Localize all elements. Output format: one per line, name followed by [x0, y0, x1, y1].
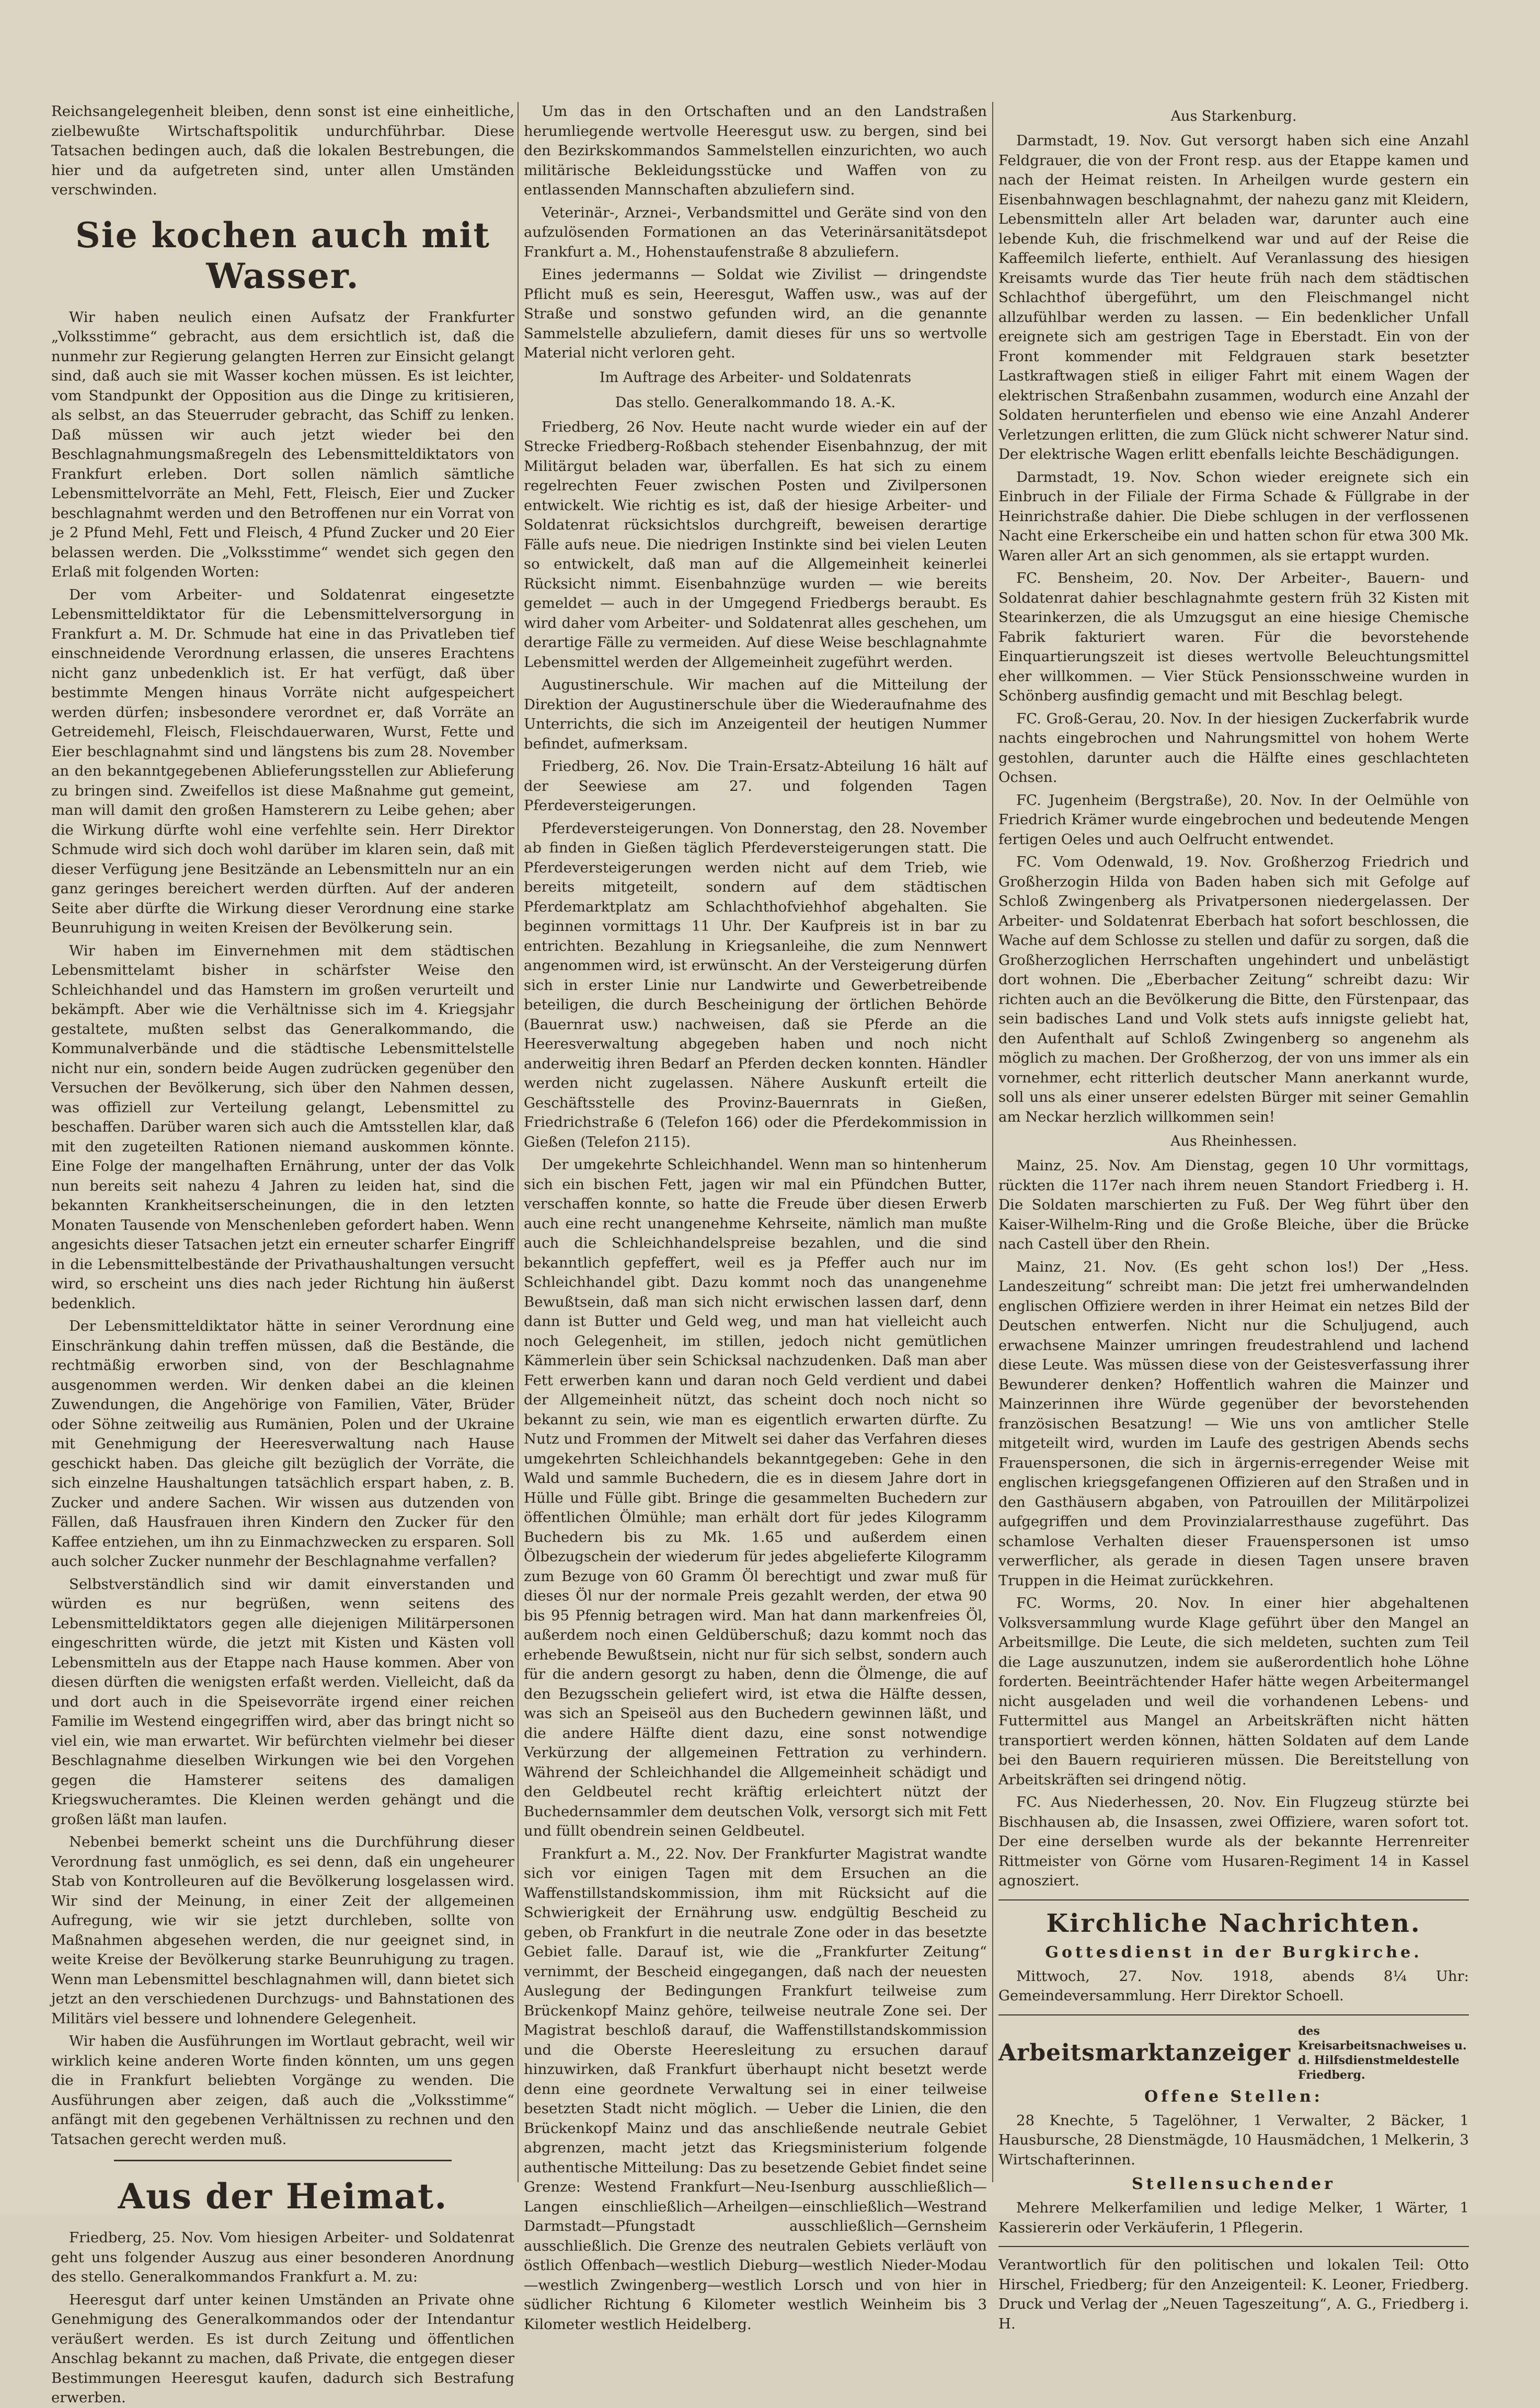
paragraph: Eines jedermanns — Soldat wie Zivilist — dringendste Pflicht muß es sein, Heeresgut, Waffen usw., was auf der Straße und sonstwo gefunden wird, an die genannte Sammelstelle abzuliefern, damit dieses für uns so wertvolle Material nicht verloren geht.	[524, 266, 987, 361]
divider	[998, 2014, 1469, 2015]
paragraph: FC. Jugenheim (Bergstraße), 20. Nov. In der Oelmühle von Friedrich Krämer wurde eingebrochen und bedeutende Mengen fertigen Oeles und auch Oelfrucht entwendet.	[998, 791, 1469, 848]
column-2	[524, 102, 987, 2333]
column-rule	[518, 102, 519, 2182]
column-3	[998, 102, 1469, 2332]
labor-market-subtitle: des Kreisarbeitsnachweises u. d. Hilfsdienstmeldestelle Friedberg.	[1298, 2024, 1467, 2082]
paragraph: Der vom Arbeiter- und Soldatenrat eingesetzte Lebensmitteldiktator für die Lebensmittelversorgung in Frankfurt a. M. Dr. Schmude hat eine in das Privatleben tief einschneidende Verordnung erlassen, die unseres Erachtens nicht ganz unbedenklich ist. Er hat verfügt, daß über bestimmte Mengen hinaus Vorräte nicht aufgespeichert werden dürfen; insbesondere verordnet er, daß Vorräte an Getreidemehl, Fleisch, Fleischdauerwaren, Wurst, Fette und Eier beschlagnahmt sind und längstens bis zum 28. November an den bekanntgegebenen Ablieferungsstellen zur Ablieferung zu bringen sind. Zweifellos ist diese Maßnahme gut gemeint, man will damit den großen Hamsterern zu Leibe gehen; aber die Wirkung dürfte wohl eine verfehlte sein. Herr Direktor Schmude wird sich doch wohl darüber im klaren sein, daß mit dieser Verfügung jene Besitzände an Lebensmitteln nur an ein ganz geringes bereichert werden dürften. Auf der anderen Seite aber dürfte die Wirkung dieser Verordnung eine starke Beunruhigung in weiten Kreisen der Bevölkerung sein.	[51, 586, 514, 936]
section-title: Aus Rheinhessen.	[1170, 1133, 1297, 1149]
labor-market-title: Arbeitsmarktanzeiger	[998, 2040, 1291, 2066]
paragraph: Wir haben im Einvernehmen mit dem städtischen Lebensmittelamt bisher in schärfster Weise den Schleichhandel und das Hamstern im großen verurteilt und bekämpft. Aber wie die Verhältnisse sich im 4. Kriegsjahr gestaltete, mußten selbst das Generalkommando, die Kommunalverbände und die städtische Lebensmittelstelle nicht nur ein, sondern beide Augen zudrücken gegenüber den Versuchen der Bevölkerung, sich über den Nahmen dessen, was offiziell zur Verteilung gelangt, Lebensmittel zu beschaffen. Darüber waren sich auch die Amtsstellen klar, daß mit den zugeteilten Rationen niemand auskommen könnte. Eine Folge der mangelhaften Ernährung, unter der das Volk nun bereits seit nahezu 4 Jahren zu leiden hat, sind die bekannten Krankheitserscheinungen, die in den letzten Monaten Tausende von Menschenleben gefordert haben. Wenn angesichts dieser Tatsachen jetzt ein erneuter scharfer Eingriff in die Lebensmittelbestände der Privathaushaltungen versucht wird, so erscheint uns dies nach jeder Richtung hin äußerst bedenklich.	[51, 942, 514, 1312]
column-1	[51, 102, 514, 2406]
divider	[114, 2160, 452, 2161]
column-rule	[992, 102, 993, 2182]
paragraph: FC. Worms, 20. Nov. In einer hier abgehaltenen Volksversammlung wurde Klage geführt über den Mangel an Arbeitsmillge. Die Leute, die sich meldeten, suchten zum Teil die Lage auszunutzen, indem sie außerordentlich hohe Löhne forderten. Beeinträchtender Hafer hätte wegen Arbeitermangel nicht ausgeladen und weil die vorhandenen Lebens- und Futtermittel aus Mangel an Arbeitskräften nicht hätten transportiert werden können, hätten Soldaten auf dem Lande bei den Bauern requirieren müssen. Die Bereitstellung von Arbeitskräften sei dringend nötig.	[998, 1595, 1469, 1788]
paragraph: Wir haben die Ausführungen im Wortlaut gebracht, weil wir wirklich keine anderen Worte finden könnten, um uns gegen die in Frankfurt beliebten Vorgänge zu wenden. Die Ausführungen aber zeigen, daß auch die „Volksstimme“ anfängt mit den gegebenen Verhältnissen zu rechnen und den Tatsachen gerecht werden muß.	[51, 2033, 514, 2148]
signature-line: Das stello. Generalkommando 18. A.-K.	[615, 394, 896, 411]
paragraph: Der Lebensmitteldiktator hätte in seiner Verordnung eine Einschränkung dahin treffen müssen, daß die Bestände, die rechtmäßig erworben sind, von der Beschlagnahme ausgenommen werden. Wir denken dabei an die kleinen Zuwendungen, die Angehörige von Familien, Väter, Brüder oder Söhne zeitweilig aus Rumänien, Polen und der Ukraine mit Genehmigung der Heeresverwaltung nach Hause geschickt haben. Das gleiche gilt bezüglich der Vorräte, die sich einzelne Haushaltungen tatsächlich erspart haben, z. B. Zucker und andere Sachen. Wir wissen aus dutzenden von Fällen, daß Hausfrauen ihren Kindern den Zucker für den Kaffee entziehen, um ihn zu Einmachzwecken zu ersparen. Soll auch solcher Zucker nunmehr der Beschlagnahme verfallen?	[51, 1318, 514, 1570]
paragraph: Friedberg, 25. Nov. Vom hiesigen Arbeiter- und Soldatenrat geht uns folgender Auszug aus einer besonderen Anordnung des stello. Generalkommandos Frankfurt a. M. zu:	[51, 2229, 514, 2285]
divider	[998, 2246, 1469, 2247]
paragraph: Wir haben neulich einen Aufsatz der Frankfurter „Volksstimme“ gebracht, aus dem ersichtlich ist, daß die nunmehr zur Regierung gelangten Herren zur Einsicht gelangt sind, daß auch sie mit Wasser kochen müssen. Es ist leichter, vom Standpunkt der Opposition aus die Dinge zu kritisieren, als selbst, an das Steuerruder gebracht, das Schiff zu lenken. Daß müssen wir auch jetzt wieder bei den Beschlagnahmungsmaßregeln des Lebensmitteldiktators von Frankfurt erleben. Dort sollen nämlich sämtliche Lebensmittelvorräte an Mehl, Fett, Fleisch, Eier und Zucker beschlagnahmt werden und den Betroffenen nur ein Vorrat von je 2 Pfund Mehl, Fett und Fleisch, 4 Pfund Zucker und 20 Eier belassen werden. Die „Volksstimme“ wendet sich gegen den Erlaß mit folgenden Worten:	[51, 308, 514, 580]
church-subheading: Gottesdienst in der Burgkirche.	[1045, 1943, 1422, 1962]
paragraph: Darmstadt, 19. Nov. Schon wieder ereignete sich ein Einbruch in der Filiale der Firma Schade & Füllgrabe in der Heinrichstraße dahier. Die Diebe schlugen in der verflossenen Nacht eine Erkerscheibe ein und hatten schon für etwa 300 Mk. Waren aller Art an sich genommen, als sie ertappt wurden.	[998, 468, 1469, 564]
section-title: Aus Starkenburg.	[1170, 108, 1297, 124]
paragraph: Mainz, 21. Nov. (Es geht schon los!) Der „Hess. Landeszeitung“ schreibt man: Die jetzt frei umherwandelnden englischen Offiziere werden in ihrer Heimat ein netzes Bild der Deutschen entwerfen. Nicht nur die Schuljugend, auch erwachsene Mainzer umringen freudestrahlend und lachend diese Leute. Was müssen diese von der Geistesverfassung ihrer Bewunderer denken? Hoffentlich wahren die Mainzer und Mainzerinnen ihre Würde gegenüber der bevorstehenden französischen Besatzung! — Wie uns von amtlicher Stelle mitgeteilt wird, wurden im Laufe des gestrigen Abends sechs Frauenspersonen, die sich in ärgernis-erregender Weise mit englischen kriegsgefangenen Offizieren auf den Straßen und in den Gasthäusern abgaben, von Patrouillen der Militärpolizei aufgegriffen und dem Provinzialarresthause zugeführt. Das schamlose Verhalten dieser Frauenspersonen ist umso verwerflicher, als gerade in diesen Tagen unsere braven Truppen in die Heimat zurückkehren.	[998, 1258, 1469, 1589]
paragraph: Friedberg, 26. Nov. Die Train-Ersatz-Abteilung 16 hält auf der Seewiese am 27. und folgenden Tagen Pferdeversteigerungen.	[524, 758, 987, 814]
paragraph: Mainz, 25. Nov. Am Dienstag, gegen 10 Uhr vormittags, rückten die 117er nach ihrem neuen Standort Friedberg i. H. Die Soldaten marschierten zu Fuß. Der Weg führt über den Kaiser-Wilhelm-Ring und die Große Bleiche, über die Brücke nach Castell über den Rhein.	[998, 1157, 1469, 1252]
paragraph: FC. Groß-Gerau, 20. Nov. In der hiesigen Zuckerfabrik wurde nachts eingebrochen und Nahrungsmittel von hohem Werte gestohlen, darunter auch die Hälfte eines geschlachteten Ochsen.	[998, 710, 1469, 786]
paragraph: Heeresgut darf unter keinen Umständen an Private ohne Genehmigung des Generalkommandos oder der Intendantur veräußert werden. Es ist durch Zeitung und öffentlichen Anschlag bekannt zu machen, daß Private, die entgegen dieser Bestimmungen Heeresgut kaufen, dadurch sich Bestrafung erwerben.	[51, 2291, 514, 2406]
signature-line: Im Auftrage des Arbeiter- und Soldatenrats	[599, 369, 912, 386]
paragraph: Der umgekehrte Schleichhandel. Wenn man so hintenherum sich ein bischen Fett, jagen wir mal ein Pfündchen Butter, verschaffen konnte, so hatte die Freude über diesen Erwerb auch eine recht unangenehme Kehrseite, nämlich man mußte auch die Schleichhandelspreise bezahlen, und die sind bekanntlich gepfeffert, weil es ja Pfeffer auch nur im Schleichhandel gibt. Dazu kommt noch das unangenehme Bewußtsein, daß man sich nicht erwischen lassen darf, denn dann ist Butter und Geld weg, und man hat vielleicht auch noch Gelegenheit, im stillen, jedoch nicht gemütlichen Kämmerlein über sein Schicksal nachzudenken. Daß man aber Fett erwerben kann und daran noch Geld verdient und dabei der Allgemeinheit nützt, das scheint doch noch nicht so bekannt zu sein, wie man es eigentlich erwarten dürfte. Zu Nutz und Frommen der Mitwelt sei daher das Verfahren dieses umgekehrten Schleichhandels bekanntgegeben: Gehe in den Wald und sammle Buchedern, die es in diesem Jahre dort in Hülle und Fülle gibt. Bringe die gesammelten Buchedern zur öffentlichen Ölmühle; man erhält dort für jedes Kilogramm Buchedern bis zu Mk. 1.65 und außerdem einen Ölbezugschein der wiederum für jedes abgelieferte Kilogramm zum Bezuge von 60 Gramm Öl berechtigt und zwar muß für dieses Öl nur der normale Preis gezahlt werden, der etwa 90 bis 95 Pfennig betragen wird. Man hat dann markenfreies Öl, außerdem noch einen Geldüberschuß; dazu kommt noch das erhebende Bewußtsein, nicht nur für sich selbst, sondern auch für die andern gesorgt zu haben, denn die Ölmenge, die auf den Bezugsschein geliefert wird, ist etwa die Hälfte dessen, was sich an Speiseöl aus den Buchedern gewinnen läßt, und die andere Hälfte dient dazu, eine sonst notwendige Verkürzung der allgemeinen Fettration zu verhindern. Während der Schleichhandel die Allgemeinheit schädigt und den Geldbeutel recht kräftig erleichtert nützt der Buchedernsammler dem deutschen Volk, versorgt sich mit Fett und füllt obendrein seinen Geldbeutel.	[524, 1156, 987, 1839]
paragraph: 28 Knechte, 5 Tagelöhner, 1 Verwalter, 2 Bäcker, 1 Hausbursche, 28 Dienstmägde, 10 Hausmädchen, 1 Melkerin, 3 Wirtschafterinnen.	[998, 2112, 1469, 2168]
paragraph: Darmstadt, 19. Nov. Gut versorgt haben sich eine Anzahl Feldgrauer, die von der Front resp. aus der Etappe kamen und nach der Heimat reisten. In Arheilgen wurde gestern ein Eisenbahnwagen beschlagnahmt, der nahezu ganz mit Kleidern, Lebensmitteln aller Art beladen war, darunter auch eine lebende Kuh, die frischmelkend war und auf der Reise die Kaffeemilch lieferte, enthielt. Auf Veranlassung des hiesigen Kreisamts wurde das Tier heute früh nach dem städtischen Schlachthof übergeführt, um den Fleischmangel nicht allzufühlbar werden zu lassen. — Ein bedenklicher Unfall ereignete sich am gestrigen Tage in Eberstadt. Ein von der Front kommender mit Feldgrauen stark besetzter Lastkraftwagen stieß in eiliger Fahrt mit einem Wagen der elektrischen Straßenbahn zusammen, wodurch eine Anzahl der Soldaten herunterfielen und ebenso wie eine Anzahl Anderer Verletzungen erlitten, die zum Glück nicht schwerer Natur sind. Der elektrische Wagen erlitt ebenfalls leichte Beschädigungen.	[998, 132, 1469, 463]
paragraph: Friedberg, 26 Nov. Heute nacht wurde wieder ein auf der Strecke Friedberg-Roßbach stehender Eisenbahnzug, der mit Militärgut beladen war, überfallen. Es hat sich zu einem regelrechten Feuer zwischen Posten und Zivilpersonen entwickelt. Wie richtig es ist, daß der hiesige Arbeiter- und Soldatenrat rücksichtslos durchgreift, beweisen derartige Fälle aufs neue. Die niedrigen Instinkte sind bei vielen Leuten so entwickelt, daß man auf die Allgemeinheit keinerlei Rücksicht nimmt. Eisenbahnzüge wurden — wie bereits gemeldet — auch in der Umgegend Friedbergs beraubt. Es wird daher vom Arbeiter- und Soldatenrat alles geschehen, um derartige Fälle zu vermeiden. Auf diese Weise beschlagnahmte Lebensmittel werden der Allgemeinheit zugeführt werden.	[524, 418, 987, 671]
divider	[998, 1899, 1469, 1900]
paragraph: Selbstverständlich sind wir damit einverstanden und würden es nur begrüßen, wenn seitens des Lebensmitteldiktators gegen alle diejenigen Militärpersonen eingeschritten würde, die jetzt mit Kisten und Kästen voll Lebensmitteln aus der Etappe nach Hause kommen. Aber von diesen dürften die wenigsten erfaßt werden. Vielleicht, daß da und dort auch in die Speisevorräte irgend einer reichen Familie im Westend eingegriffen wird, aber das bringt nicht so viel ein, wie man erwartet. Wir befürchten vielmehr bei dieser Beschlagnahme dieselben Wirkungen wie bei den Vorgehen gegen die Hamsterer seitens des damaligen Kriegswucheramtes. Die Kleinen werden gehängt und die großen läßt man laufen.	[51, 1575, 514, 1828]
intro-paragraph: Reichsangelegenheit bleiben, denn sonst ist eine einheitliche, zielbewußte Wirtschaftspolitik undurchführbar. Diese Tatsachen bedingen auch, daß die lokalen Bestrebungen, die hier und da aufgetreten sind, unter allen Umständen verschwinden.	[51, 103, 514, 198]
paragraph: FC. Aus Niederhessen, 20. Nov. Ein Flugzeug stürzte bei Bischhausen ab, die Insassen, zwei Offiziere, waren sofort tot. Der eine derselben wurde als der bekannte Herrenreiter Rittmeister von Görne vom Husaren-Regiment 14 in Kassel agnosziert.	[998, 1794, 1469, 1889]
paragraph: FC. Vom Odenwald, 19. Nov. Großherzog Friedrich und Großherzogin Hilda von Baden haben sich mit Gefolge auf Schloß Zwingenberg als Privatpersonen niedergelassen. Der Arbeiter- und Soldatenrat Eberbach hat sofort beschlossen, die Wache auf dem Schlosse zu stellen und dafür zu sorgen, daß die Großherzoglichen Herrschaften ungehindert und unbelästigt dort wohnen. Die „Eberbacher Zeitung“ schreibt dazu: Wir richten auch an die Bevölkerung die Bitte, den Fürstenpaar, das sein badisches Land und Volk stets aufs innigste geliebt hat, den Aufenthalt auf Schloß Zwingenberg so angenehm als möglich zu machen. Der Großherzog, der von uns immer als ein vornehmer, echt ritterlich deutscher Mann anerkannt wurde, soll uns als einer unserer edelsten Bürger mit seiner Gemahlin am Neckar herzlich willkommen sein!	[998, 854, 1469, 1125]
article-heading: Sie kochen auch mit Wasser.	[75, 214, 490, 296]
paragraph: FC. Bensheim, 20. Nov. Der Arbeiter-, Bauern- und Soldatenrat dahier beschlagnahmte gestern früh 32 Kisten mit Stearinkerzen, die als Umzugsgut an eine hiesige Chemische Fabrik fakturiert waren. Für die bevorstehende Einquartierungszeit ist dieses wertvolle Beleuchtungsmittel eher willkommen. — Vier Stück Pensionsschweine wurden in Schönberg ausfindig gemacht und mit Beschlag belegt.	[998, 570, 1469, 704]
labor-market-header	[998, 2024, 1469, 2082]
paragraph: Mittwoch, 27. Nov. 1918, abends 8¼ Uhr: Gemeindeversammlung. Herr Direktor Schoell.	[998, 1967, 1469, 2004]
open-positions-heading: Offene Stellen:	[1144, 2087, 1323, 2106]
paragraph: Um das in den Ortschaften und an den Landstraßen herumliegende wertvolle Heeresgut usw. zu bergen, sind bei den Bezirkskommandos Sammelstellen einzurichten, wo auch militärische Bekleidungsstücke und Waffen von zu entlassenden Mannschaften abzuliefern sind.	[524, 103, 987, 198]
paragraph: Veterinär-, Arznei-, Verbandsmittel und Geräte sind von den aufzulösenden Formationen an das Veterinärsanitätsdepot Frankfurt a. M., Hohenstaufenstraße 8 abzuliefern.	[524, 204, 987, 260]
paragraph: Augustinerschule. Wir machen auf die Mitteilung der Direktion der Augustinerschule über die Wiederaufnahme des Unterrichts, die sich im Anzeigenteil der heutigen Nummer befindet, aufmerksam.	[524, 676, 987, 752]
job-seekers-heading: Stellensuchender	[1132, 2175, 1336, 2193]
paragraph: Mehrere Melkerfamilien und ledige Melker, 1 Wärter, 1 Kassiererin oder Verkäuferin, 1 Pflegerin.	[998, 2199, 1469, 2236]
section-heading: Aus der Heimat.	[118, 2176, 448, 2217]
paragraph: Pferdeversteigerungen. Von Donnerstag, den 28. November ab finden in Gießen täglich Pferdeversteigerungen statt. Die Pferdeversteigerungen werden nicht auf dem Trieb, wie bereits mitgeteilt, sondern auf dem städtischen Pferdemarktplatz am Schlachthofviehhof abgehalten. Sie beginnen vormittags 11 Uhr. Der Kaufpreis ist in bar zu entrichten. Bezahlung in Kriegsanleihe, die zum Nennwert angenommen wird, ist erwünscht. An der Versteigerung dürfen sich in erster Linie nur Landwirte und Gewerbetreibende beteiligen, die durch Bescheinigung der örtlichen Behörde (Bauernrat usw.) nachweisen, daß sie Pferde an die Heeresverwaltung abgegeben haben und noch nicht anderweitig ihren Bedarf an Pferden decken konnten. Händler werden nicht zugelassen. Nähere Auskunft erteilt die Geschäftsstelle des Provinz-Bauernrats in Gießen, Friedrichstraße 6 (Telefon 166) oder die Pferdekommission in Gießen (Telefon 2115).	[524, 820, 987, 1150]
church-heading: Kirchliche Nachrichten.	[1046, 1908, 1421, 1938]
imprint: Verantwortlich für den politischen und lokalen Teil: Otto Hirschel, Friedberg; für den Anzeigenteil: K. Leoner, Friedberg. Druck und Verlag der „Neuen Tageszeitung“, A. G., Friedberg i. H.	[998, 2256, 1469, 2332]
paragraph: Nebenbei bemerkt scheint uns die Durchführung dieser Verordnung fast unmöglich, es sei denn, daß ein ungeheurer Stab von Kontrolleuren auf die Bevölkerung losgelassen wird. Wir sind der Meinung, in einer Zeit der allgemeinen Aufregung, wie wir sie jetzt durchleben, sollte von Maßnahmen abgesehen werden, die nur geeignet sind, in weite Kreise der Bevölkerung starke Beunruhigung zu tragen. Wenn man Lebensmittel beschlagnahmen will, dann bietet sich jetzt an den verschiedenen Durchzugs- und Bahnstationen des Militärs viel bessere und lohnendere Gelegenheit.	[51, 1834, 514, 2027]
paragraph: Frankfurt a. M., 22. Nov. Der Frankfurter Magistrat wandte sich vor einigen Tagen mit dem Ersuchen an die Waffenstillstandskommission, ihm mit Rücksicht auf die Schwierigkeit der Ernährung usw. endgültig Bescheid zu geben, ob Frankfurt in die neutrale Zone oder in das besetzte Gebiet falle. Darauf ist, wie die „Frankfurter Zeitung“ vernimmt, der Bescheid eingegangen, daß nach der neuesten Auslegung der Bedingungen Frankfurt teilweise zum Brückenkopf Mainz gehöre, teilweise neutrale Zone sei. Der Magistrat beschloß darauf, die Waffenstillstandskommission und die Oberste Heeresleitung zu ersuchen darauf hinzuwirken, daß Frankfurt überhaupt nicht besetzt werde denn eine geordnete Verwaltung sei in einer teilweise besetzten Stadt nicht möglich. — Ueber die Linien, die den Brückenkopf Mainz und das anschließende neutrale Gebiet abgrenzen, macht jetzt das Kriegsministerium folgende authentische Mitteilung: Das zu besetzende Gebiet findet seine Grenze: Westend Frankfurt—Neu-Isenburg ausschließlich—Langen einschließlich—Arheilgen—einschließlich—Westrand Darmstadt—Pfungstadt ausschließlich—Gernsheim ausschließlich. Die Grenze des neutralen Gebiets verläuft von östlich Offenbach—westlich Dieburg—westlich Nieder-Modau—westlich Zwingenberg—westlich Lorsch und von hier in südlicher Richtung 6 Kilometer westlich Weinheim bis 3 Kilometer westlich Heidelberg.	[524, 1845, 987, 2333]
